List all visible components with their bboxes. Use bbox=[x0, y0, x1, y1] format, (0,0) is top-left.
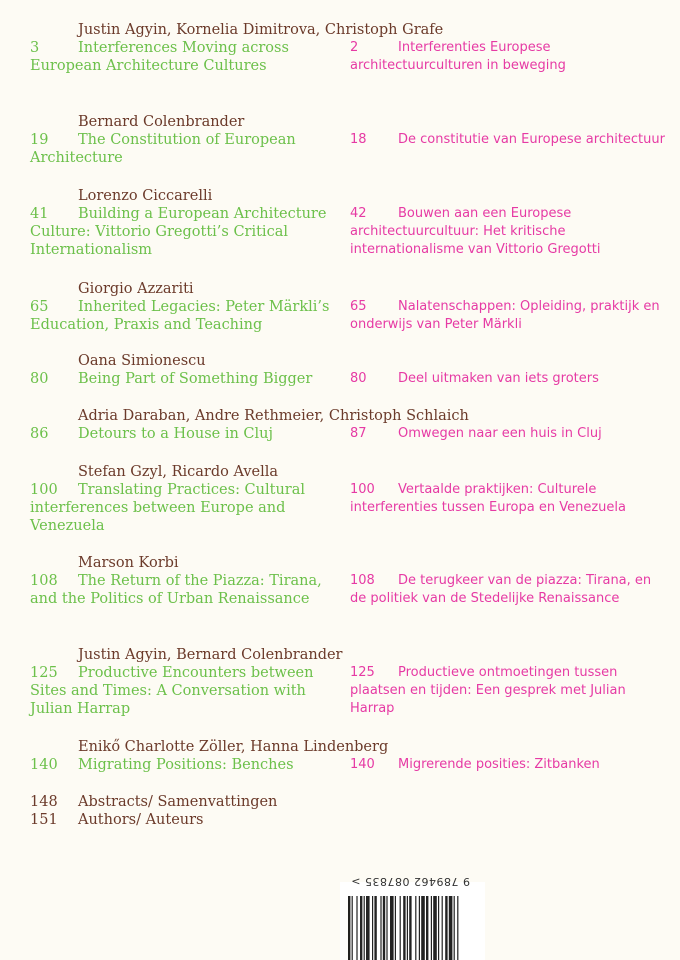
entry-title-en bbox=[30, 756, 340, 774]
page-number-en: 41 bbox=[30, 206, 49, 222]
title-nl: De constitutie van Europese architectuur bbox=[398, 132, 665, 147]
barcode-digits: 9 789462 087835 > bbox=[350, 875, 470, 888]
barcode-bar bbox=[433, 896, 437, 960]
title-nl: Bouwen aan een Europese architectuurcultuur: Het kritische internationalisme van Vittorio Gregotti bbox=[350, 206, 601, 257]
entry-title-nl bbox=[350, 756, 670, 774]
page-number-en: 125 bbox=[30, 665, 58, 681]
page-number-en: 140 bbox=[30, 757, 58, 773]
entry-title-en bbox=[30, 481, 340, 535]
entry-title-en bbox=[30, 664, 340, 718]
entry-authors: Adria Daraban, Andre Rethmeier, Christoph Schlaich bbox=[78, 408, 469, 424]
entry-title-en bbox=[30, 425, 340, 443]
page-number-nl: 140 bbox=[350, 757, 375, 772]
barcode-bar bbox=[395, 896, 396, 960]
entry-authors: Marson Korbi bbox=[78, 555, 179, 571]
page-number-nl: 65 bbox=[350, 299, 367, 314]
entry-authors: Enikő Charlotte Zöller, Hanna Lindenberg bbox=[78, 739, 389, 755]
back-title: Abstracts/ Samenvattingen bbox=[78, 794, 278, 810]
barcode-bar bbox=[409, 896, 411, 960]
entry-authors: Oana Simionescu bbox=[78, 353, 206, 369]
barcode-bar bbox=[415, 896, 416, 960]
barcode-bar bbox=[372, 896, 373, 960]
entry-authors: Bernard Colenbrander bbox=[78, 114, 245, 130]
page-number-en: 86 bbox=[30, 426, 49, 442]
page-number-nl: 87 bbox=[350, 426, 367, 441]
isbn-barcode bbox=[340, 882, 485, 960]
title-nl: Productieve ontmoetingen tussen plaatsen en tijden: Een gesprek met Julian Harrap bbox=[350, 665, 626, 716]
page-number-en: 108 bbox=[30, 573, 58, 589]
barcode-bar bbox=[364, 896, 365, 960]
title-en: Translating Practices: Cultural interferences between Europe and Venezuela bbox=[30, 482, 306, 534]
barcode-bar bbox=[454, 896, 455, 960]
page-number-nl: 42 bbox=[350, 206, 367, 221]
barcode-bars bbox=[340, 882, 485, 960]
entry-title-en bbox=[30, 205, 340, 259]
title-nl: Nalatenschappen: Opleiding, praktijk en onderwijs van Peter Märkli bbox=[350, 299, 660, 332]
entry-authors: Lorenzo Ciccarelli bbox=[78, 188, 213, 204]
entry-title-nl bbox=[350, 370, 670, 388]
entry-title-nl bbox=[350, 39, 670, 75]
entry-title-en bbox=[30, 298, 340, 334]
title-en: Building a European Architecture Culture: Vittorio Gregotti’s Critical Internationalism bbox=[30, 206, 327, 258]
entry-authors: Giorgio Azzariti bbox=[78, 281, 194, 297]
page-number-en: 100 bbox=[30, 482, 58, 498]
barcode-bar bbox=[380, 896, 381, 960]
barcode-bar bbox=[457, 896, 458, 960]
entry-title-nl bbox=[350, 481, 670, 517]
page-number-en: 80 bbox=[30, 371, 49, 387]
barcode-bar bbox=[449, 896, 453, 960]
barcode-bar bbox=[352, 896, 353, 960]
page-number-en: 19 bbox=[30, 132, 49, 148]
title-nl: Deel uitmaken van iets groters bbox=[398, 371, 599, 386]
title-en: Migrating Positions: Benches bbox=[78, 757, 294, 773]
entry-title-nl bbox=[350, 572, 670, 608]
entry-title-nl bbox=[350, 131, 670, 149]
back-title: Authors/ Auteurs bbox=[78, 812, 204, 828]
barcode-bar bbox=[442, 896, 443, 960]
page-number-en: 65 bbox=[30, 299, 49, 315]
entry-title-en bbox=[30, 39, 340, 75]
back-page-number: 151 bbox=[30, 812, 58, 828]
entry-title-en bbox=[30, 370, 340, 388]
entry-title-nl bbox=[350, 664, 670, 718]
page-number-nl: 18 bbox=[350, 132, 367, 147]
back-matter bbox=[30, 793, 350, 829]
entry-title-nl bbox=[350, 298, 670, 334]
entry-title-en bbox=[30, 572, 340, 608]
barcode-bar bbox=[419, 896, 420, 960]
page-number-en: 3 bbox=[30, 40, 40, 56]
barcode-bar bbox=[374, 896, 376, 960]
entry-title-nl bbox=[350, 425, 670, 443]
entry-authors: Justin Agyin, Bernard Colenbrander bbox=[78, 647, 343, 663]
barcode-bar bbox=[426, 896, 428, 960]
title-nl: Interferenties Europese architectuurculturen in beweging bbox=[350, 40, 566, 73]
barcode-bar bbox=[383, 896, 385, 960]
barcode-bar bbox=[390, 896, 394, 960]
title-nl: Migrerende posities: Zitbanken bbox=[398, 757, 600, 772]
title-nl: De terugkeer van de piazza: Tirana, en de politiek van de Stedelijke Renaissance bbox=[350, 573, 652, 606]
barcode-bar bbox=[386, 896, 387, 960]
barcode-bar bbox=[445, 896, 447, 960]
back-page-number: 148 bbox=[30, 794, 58, 810]
title-en: The Return of the Piazza: Tirana, and the Politics of Urban Renaissance bbox=[30, 573, 322, 607]
page-number-nl: 2 bbox=[350, 40, 359, 55]
title-en: Inherited Legacies: Peter Märkli’s Education, Praxis and Teaching bbox=[30, 299, 330, 333]
page-number-nl: 125 bbox=[350, 665, 375, 680]
entry-title-en bbox=[30, 131, 340, 167]
page-number-nl: 80 bbox=[350, 371, 367, 386]
back-matter-item bbox=[30, 811, 350, 829]
barcode-bar bbox=[360, 896, 362, 960]
title-en: The Constitution of European Architecture bbox=[30, 132, 296, 166]
barcode-bar bbox=[403, 896, 405, 960]
title-en: Interferences Moving across European Architecture Cultures bbox=[30, 40, 289, 74]
barcode-bar bbox=[356, 896, 357, 960]
page-number-nl: 108 bbox=[350, 573, 375, 588]
barcode-bar bbox=[421, 896, 425, 960]
entry-authors: Justin Agyin, Kornelia Dimitrova, Christoph Grafe bbox=[78, 22, 444, 38]
barcode-bar bbox=[438, 896, 439, 960]
title-en: Being Part of Something Bigger bbox=[78, 371, 313, 387]
back-matter-item bbox=[30, 793, 350, 811]
title-nl: Vertaalde praktijken: Culturele interferenties tussen Europa en Venezuela bbox=[350, 482, 626, 515]
barcode-bar bbox=[366, 896, 370, 960]
page-number-nl: 100 bbox=[350, 482, 375, 497]
barcode-bar bbox=[348, 896, 350, 960]
barcode-bar bbox=[400, 896, 401, 960]
title-en: Productive Encounters between Sites and Times: A Conversation with Julian Harrap bbox=[30, 665, 314, 717]
entry-authors: Stefan Gzyl, Ricardo Avella bbox=[78, 464, 279, 480]
title-en: Detours to a House in Cluj bbox=[78, 426, 273, 442]
barcode-bar bbox=[407, 896, 408, 960]
entry-title-nl bbox=[350, 205, 670, 259]
title-nl: Omwegen naar een huis in Cluj bbox=[398, 426, 602, 441]
barcode-bar bbox=[431, 896, 432, 960]
